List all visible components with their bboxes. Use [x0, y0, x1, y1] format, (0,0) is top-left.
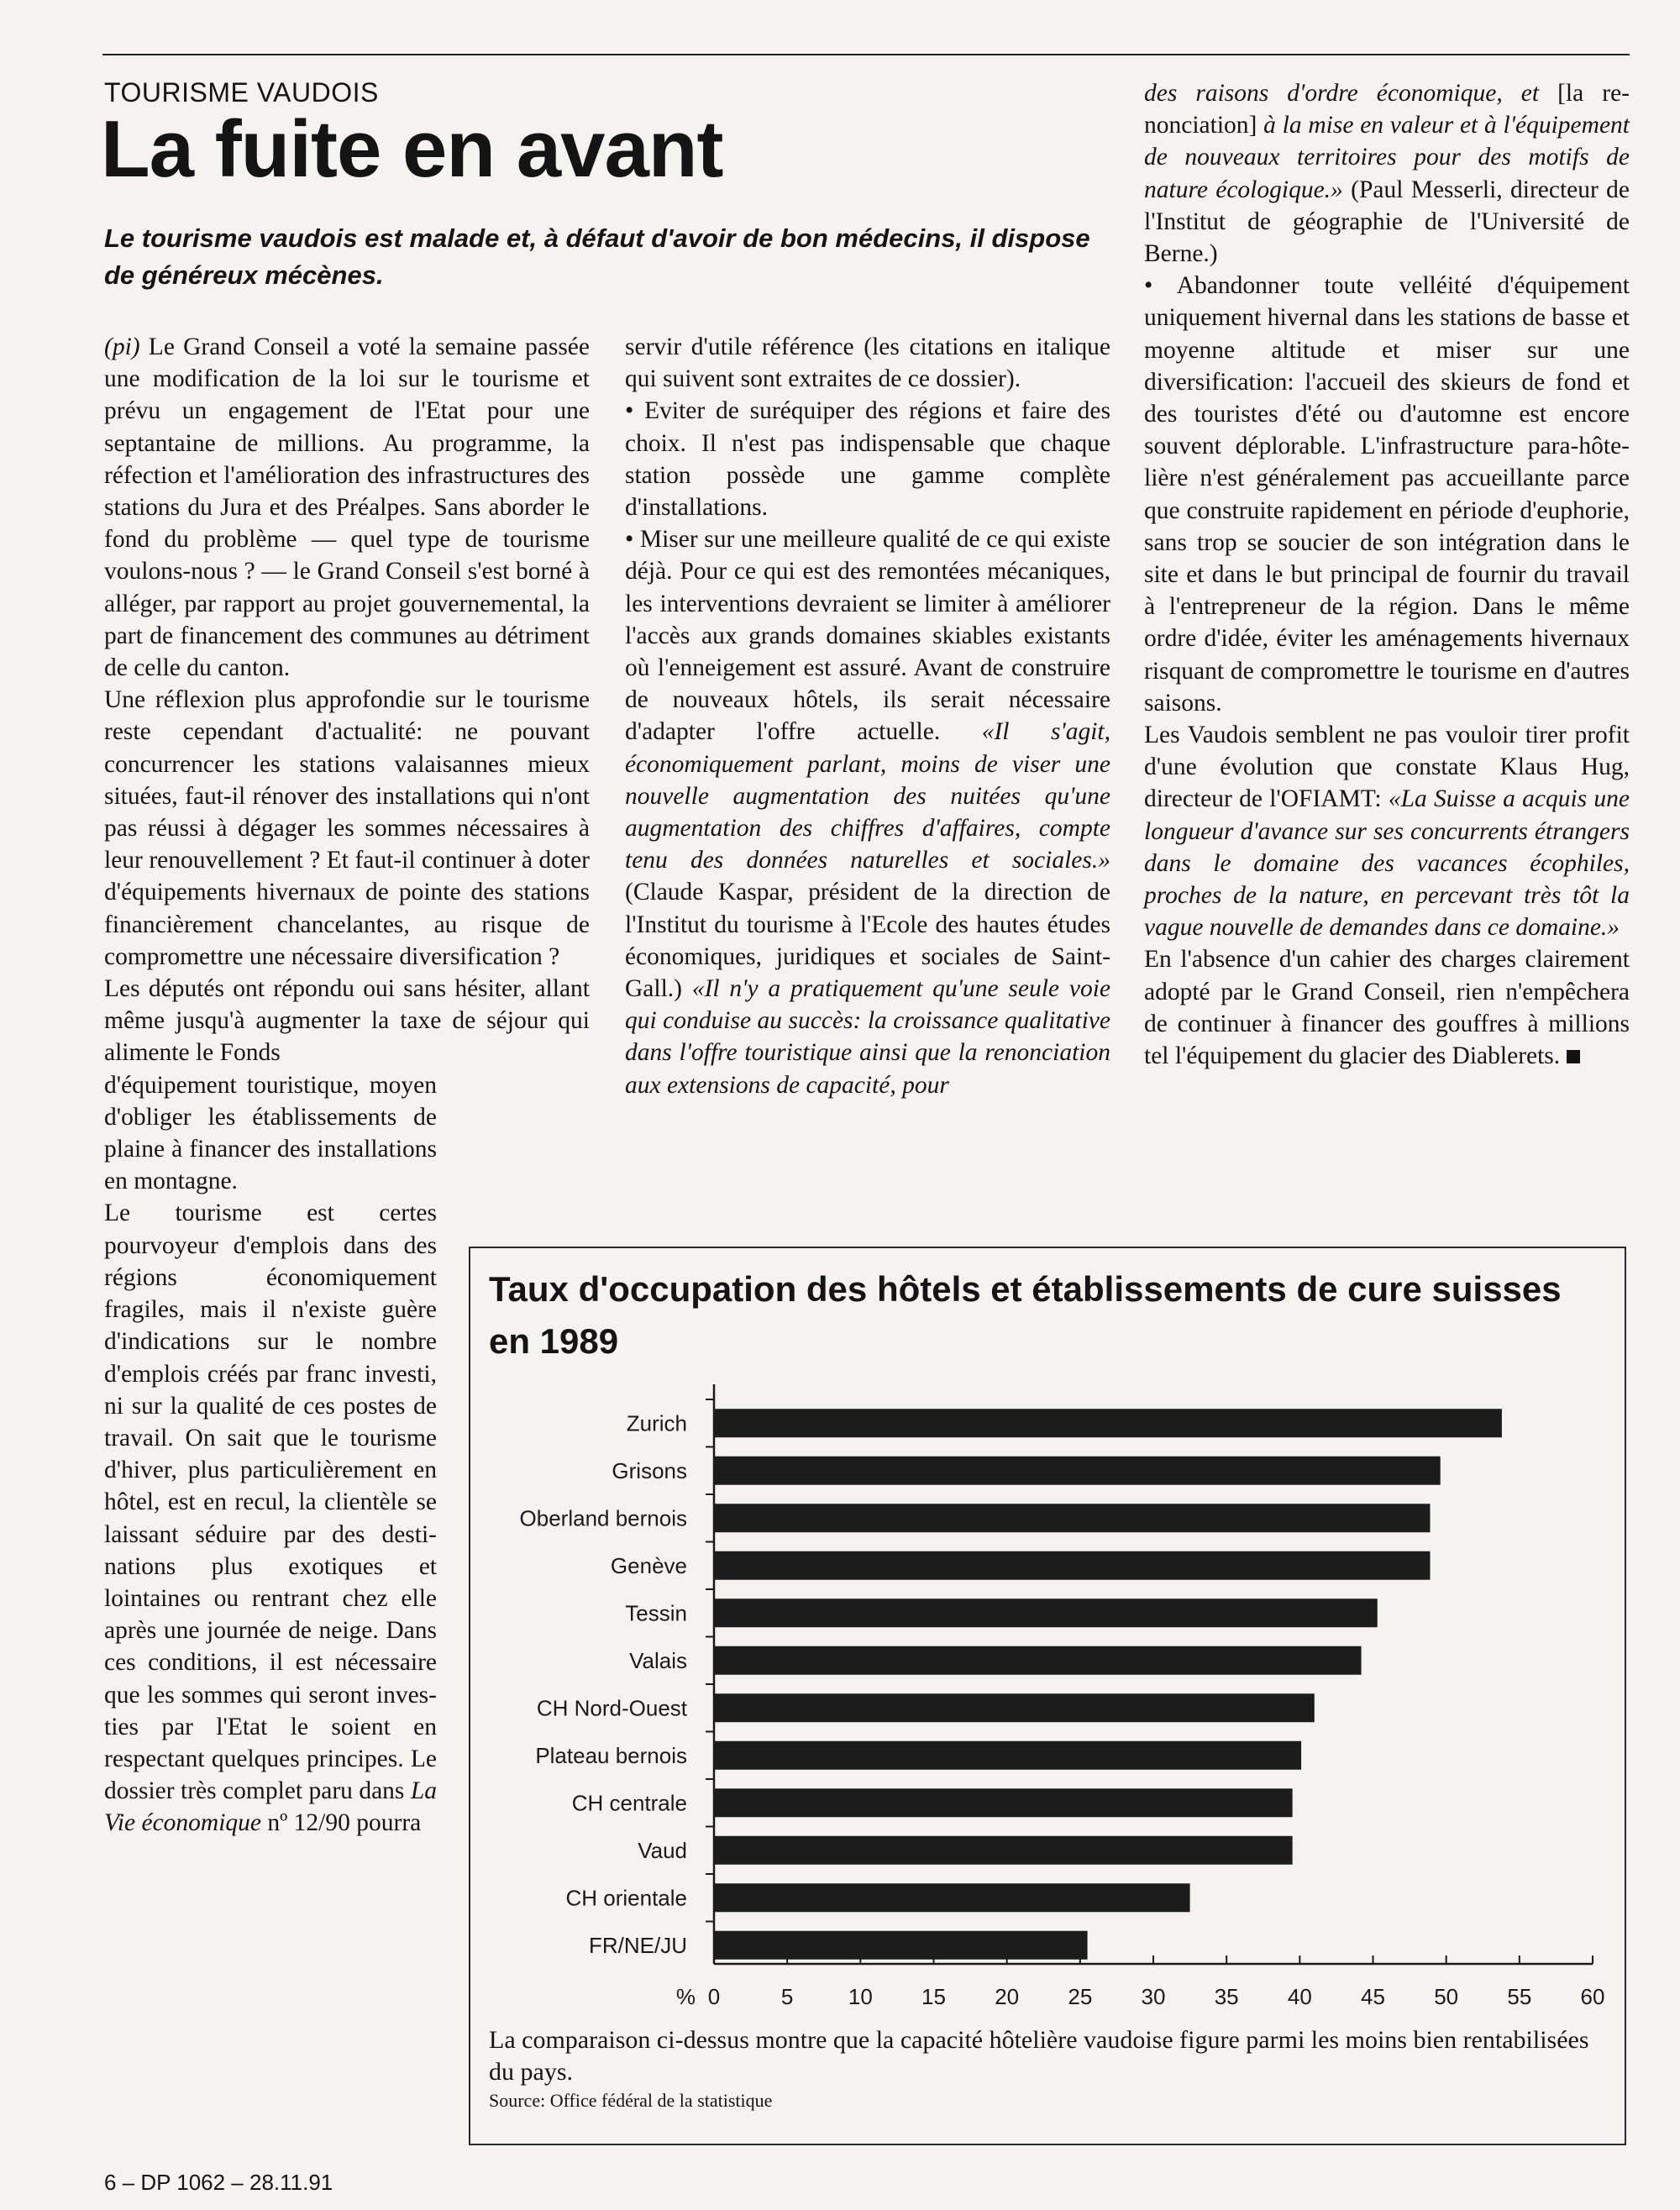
chart-bar-ch-orientale	[714, 1883, 1190, 1912]
chart-category-label: Grisons	[612, 1457, 687, 1483]
chart-x-tick-label: 45	[1361, 1984, 1385, 2009]
chart-bar-tessin	[714, 1598, 1378, 1627]
chart-category-label: Tessin	[625, 1600, 687, 1626]
occupancy-chart-box	[469, 1247, 1626, 2145]
chart-bar-fr-ne-ju	[714, 1931, 1088, 1960]
chart-category-label: CH centrale	[571, 1790, 687, 1816]
top-rule	[102, 54, 1630, 55]
chart-x-tick-label: 30	[1141, 1984, 1166, 2009]
chart-x-tick-label: 15	[921, 1984, 946, 2009]
chart-category-label: Oberland bernois	[519, 1505, 687, 1531]
chart-x-unit-label: %	[675, 1984, 696, 2009]
chart-x-tick-label: 25	[1068, 1984, 1093, 2009]
chart-title: Taux d'occupation des hôtels et établissements de cure suisses en 1989	[489, 1269, 1562, 1361]
article-headline: La fuite en avant	[101, 104, 723, 194]
column-2-bullet-2: • Miser sur une meilleure qualité de ce qui existe déjà. Pour ce qui est des remontées mécaniques, les interventions devraient se limiter à améliorer l'accès aux grands domaines skiables existants où l'enneigement est assuré. Avant de construire de nouveaux hôtels, ils serait nécessaire d'adapter l'offre actuelle. «Il s'agit, économiquement parlant, moins de viser une nouvelle augmentation des nuitées qu'une augmentation des chiffres d'affaires, compte tenu des données naturelles et sociales.» (Claude Kaspar, président de la direction de l'Institut du tourisme à l'Ecole des hautes études économiques, juridiques et sociales de Saint-Gall.) «Il n'y a pratiquement qu'une seule voie qui conduise au succès: la croissance qualitative dans l'offre touristique ainsi que la renonciation aux extensions de capacité, pour	[625, 526, 1110, 1099]
chart-bar-vaud	[714, 1836, 1293, 1865]
chart-x-tick-label: 5	[780, 1984, 794, 2009]
column-1-paragraph-4: Le tourisme est certes pourvoyeur d'emplois dans des régions économiquement fragiles, mais il n'existe guère d'indications sur le nombre d'emplois créés par franc investi, ni sur la qualité de ces postes de travail. On sait que le tourisme d'hiver, plus particulièrement en hôtel, est en recul, la clientèle se laissant séduire par des destinations plus exotiques et lointaines ou rentrant chez elle après une journée de neige. Dans ces conditions, il est nécessaire que les sommes qui seront investies par l'Etat le soient en respectant quelques principes. Le dossier très complet paru dans La Vie économique nº 12/90 pourra	[104, 1199, 437, 1837]
chart-x-tick-label: 10	[848, 1984, 873, 2009]
chart-x-tick-label: 20	[995, 1984, 1020, 2009]
chart-category-label: Genève	[610, 1552, 687, 1578]
chart-category-label: CH orientale	[565, 1885, 687, 1911]
article-column-3	[1144, 77, 1630, 1072]
article-column-2	[625, 331, 1110, 1101]
section-rubric: TOURISME VAUDOIS	[104, 77, 379, 108]
author-initials: (pi)	[104, 333, 140, 360]
end-of-article-mark	[1567, 1050, 1580, 1063]
article-lede: Le tourisme vaudois est malade et, à défaut d'avoir de bon médecins, il dispose de généreux mécènes.	[104, 223, 1090, 291]
column-3-paragraph-4: En l'absence d'un cahier des charges clairement adopté par le Grand Conseil, rien n'empêchera de continuer à financer des gouffres à millions tel l'équipement du glacier des Diablerets.	[1144, 946, 1630, 1070]
chart-caption: La comparaison ci-dessus montre que la capacité hôtelière vaudoise figure parmi les moins bien rentabilisées du pays.	[489, 2026, 1589, 2086]
chart-x-tick-label: 0	[707, 1984, 721, 2009]
column-2-bullet-1: • Eviter de suréquiper des régions et faire des choix. Il n'est pas indispensable que chaque station possède une gamme complète d'installations.	[625, 397, 1110, 522]
chart-category-label: FR/NE/JU	[589, 1932, 687, 1958]
chart-bar-valais	[714, 1646, 1362, 1675]
chart-source: Source: Office fédéral de la statistique	[489, 2090, 773, 2111]
chart-bar-ch-centrale	[714, 1788, 1293, 1817]
quote-messerli-start: «Il n'y a pratiquement qu'une seule voie qui conduise au succès: la croissance qualitative dans l'offre touristique ainsi que la renonciation aux extensions de capacité, pour	[625, 975, 1110, 1099]
column-1-paragraph-3: Les députés ont répondu oui sans hésiter, allant même jusqu'à augmenter la taxe de séjour qui alimente le Fonds	[104, 975, 590, 1067]
chart-x-tick-label: 60	[1580, 1984, 1605, 2009]
column-3-paragraph-1: des raisons d'ordre économique, et [la renonciation] à la mise en valeur et à l'équipement de nouveaux territoires pour des motifs de nature écologique.» (Paul Messerli, directeur de l'Institut de géographie de l'Université de Berne.)	[1144, 80, 1630, 268]
column-1-paragraph-3-continued: d'équipement touristique, moyen d'obliger les établissements de plaine à financer des installations en montagne.	[104, 1071, 437, 1195]
column-3-paragraph-3: Les Vaudois semblent ne pas vouloir tirer profit d'une évolution que constate Klaus Hug, directeur de l'OFIAMT: «La Suisse a acquis une longueur d'avance sur ses concurrents étrangers dans le domaine des vacances écophiles, proches de la nature, en percevant très tôt la vague nouvelle de demandes dans ce domaine.»	[1144, 722, 1630, 942]
column-1-paragraph-2: Une réflexion plus approfondie sur le tourisme reste cependant d'actualité: ne pouvant concurrencer les stations valaisannes mieux situées, faut-il rénover des installations qui n'ont pas réussi à dégager les sommes nécessaires à leur renouvellement ? Et faut-il continuer à doter d'équipements hivernaux de pointe des stations financièrement chancelantes, au risque de compromettre une nécessaire diversification ?	[104, 686, 590, 970]
chart-x-tick-label: 50	[1434, 1984, 1459, 2009]
quote-kaspar: «Il s'agit, économiquement parlant, moins de viser une nouvelle augmentation des nuitées qu'une augmentation des chiffres d'affaires, compte tenu des données naturelles et sociales.»	[625, 718, 1110, 874]
column-1-narrow-block	[104, 1069, 437, 1840]
chart-category-label: Zurich	[626, 1410, 687, 1436]
chart-bar-ch-nord-ouest	[714, 1693, 1315, 1722]
column-2-paragraph-1: servir d'utile référence (les citations en italique qui suivent sont extraites de ce dossier).	[625, 333, 1110, 393]
quote-hug: «La Suisse a acquis une longueur d'avance sur ses concurrents étrangers dans le domaine des vacances écophiles, proches de la nature, en percevant très tôt la vague nouvelle de demandes dans ce domaine.»	[1144, 785, 1630, 942]
column-3-bullet-3: • Abandonner toute velléité d'équipement uniquement hivernal dans les stations de basse et moyenne altitude et miser sur une diversification: l'accueil des skieurs de fond et des touristes d'été ou d'automne est encore souvent déplorable. L'infrastructure para-hôtelière n'est généralement pas accueillante parce que construite rapidement en période d'euphorie, sans trop se soucier de son intégration dans le site et dans le but principal de fournir du travail à l'entrepreneur de la région. Dans le même ordre d'idée, éviter les aménagements hivernaux risquant de compromettre le tourisme en d'autres saisons.	[1144, 272, 1630, 717]
chart-category-label: Valais	[629, 1647, 687, 1673]
chart-x-tick-label: 55	[1507, 1984, 1532, 2009]
chart-category-label: Plateau bernois	[535, 1742, 687, 1768]
chart-bar-gen-ve	[714, 1551, 1430, 1580]
publication-title: La Vie économique	[104, 1777, 437, 1837]
column-1-paragraph-1: (pi) Le Grand Conseil a voté la semaine passée une modification de la loi sur le tourisme et prévu un engagement de l'Etat pour une septantaine de millions. Au programme, la réfection et l'amélioration des infrastructures des stations du Jura et des Préalpes. Sans aborder le fond du problème — quel type de tourisme voulons-nous ? — le Grand Conseil s'est borné à alléger, par rapport au projet gouvernemental, la part de financement des communes au détriment de celle du canton.	[104, 333, 590, 682]
chart-bar-oberland-bernois	[714, 1504, 1430, 1532]
chart-x-tick-label: 35	[1214, 1984, 1239, 2009]
page-folio: 6 – DP 1062 – 28.11.91	[104, 2170, 333, 2195]
occupancy-bar-chart	[470, 1248, 1624, 2143]
chart-category-label: CH Nord-Ouest	[536, 1695, 687, 1721]
chart-bar-zurich	[714, 1409, 1502, 1437]
chart-category-label: Vaud	[638, 1837, 687, 1863]
chart-x-tick-label: 40	[1287, 1984, 1312, 2009]
chart-bar-plateau-bernois	[714, 1741, 1301, 1770]
chart-bar-grisons	[714, 1457, 1441, 1485]
